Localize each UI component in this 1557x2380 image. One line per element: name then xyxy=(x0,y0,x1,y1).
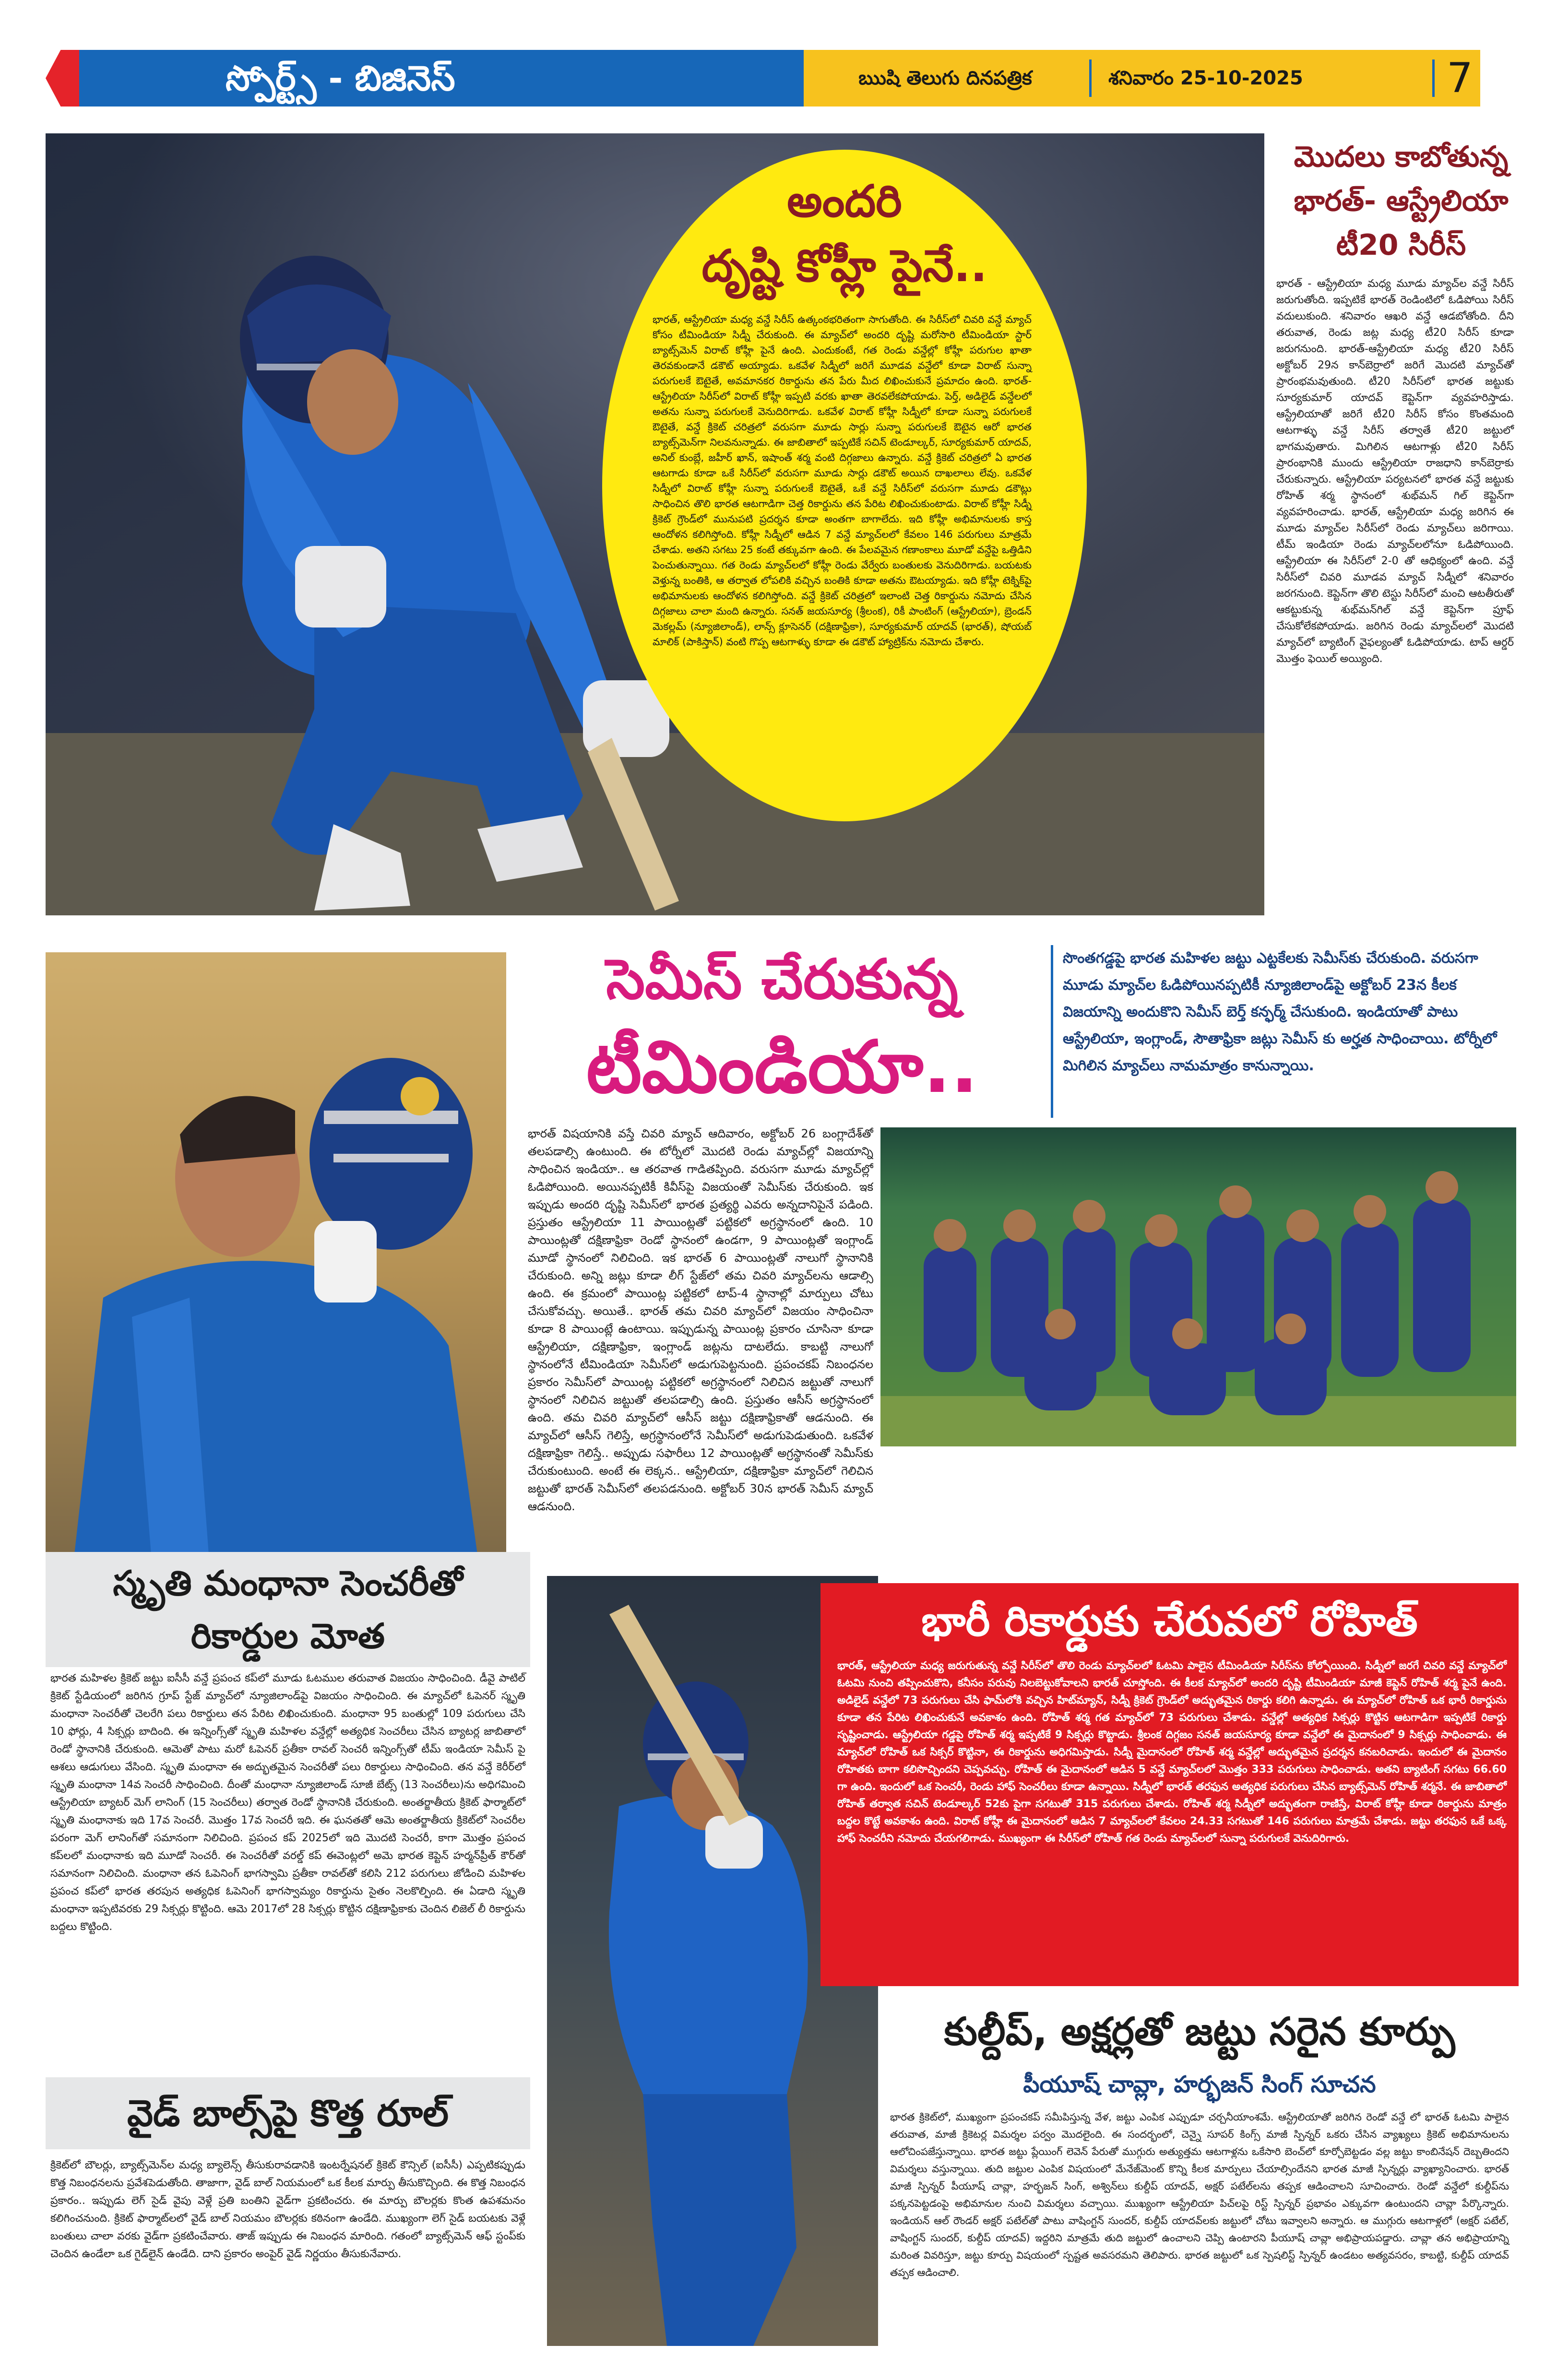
rohit-body: భారత్, ఆస్ట్రేలియా మధ్య జరుగుతున్న వన్డే సిరీస్‌లో తొలి రెండు మ్యాచ్‌లలో ఓటమి పాలైన టీమిండియా సిరీస్‌ను కోల్పోయింది. సిడ్నీలో జరగే చివరి వన్డే మ్యాచ్‌లో ఓటమి నుంచి తప్పించుకొని, కనీసం పరువు నిలబెట్టుకోవాలని భారత్ చూస్తోంది. ఈ కీలక మ్యాచ్‌లో అందరి దృష్టి టీమిండియా మాజీ కెప్టెన్ రోహిత్ శర్మ పైనే ఉంది. అడిలైడ్ వన్డేలో 73 పరుగులు చేసి ఫామ్‌లోకి వచ్చిన హిట్‌మ్యాన్, సిడ్నీ క్రికెట్ గ్రౌండ్‌లో అద్భుతమైన రికార్డు కలిగి ఉన్నాడు. ఈ మ్యాచ్‌లో రోహిత్ ఒక భారీ రికార్డును కూడా తన పేరిట లిఖించుకునే అవకాశం ఉంది. రోహిత్ శర్మ గత మ్యాచ్‌లో 73 పరుగులు చేశాడు. వన్డేల్లో అత్యధిక సిక్సర్లు కొట్టిన ఆటగాడిగా ఇప్పటికే రికార్డు సృష్టించాడు. ఆస్ట్రేలియా గడ్డపై రోహిత్ శర్మ ఇప్పటికే 9 సిక్సర్లు కొట్టాడు. శ్రీలంక దిగ్గజం సనత్ జయసూర్య కూడా వన్డేలో ఈ మైదానంలో 9 సిక్సర్లు సాధించాడు. ఈ మ్యాచ్‌లో రోహిత్ ఒక సిక్సర్ కొట్టినా, ఈ రికార్డును అధిగమిస్తాడు. సిడ్నీ మైదానంలో రోహిత్ శర్మ వన్డేల్లో అద్భుతమైన ప్రదర్శన కనబరిచాడు. ఇందులో ఈ మైదానం రోహితకు బాగా కలిసొచ్చిందని చెప్పవచ్చు. రోహిత్ ఈ మైదానంలో ఆడిన 5 వన్డే మ్యాచ్‌లలో మొత్తం 333 పరుగులు సాధించాడు. అతని బ్యాటింగ్ సగటు 66.60 గా ఉంది. ఇందులో ఒక సెంచరీ, రెండు హాఫ్ సెంచరీలు కూడా ఉన్నాయి. సిడ్నీలో భారత్ తరఫున అత్యధిక పరుగులు చేసిన బ్యాట్స్‌మెన్ రోహిత్ శర్మనే. ఈ జాబితాలో రోహిత్ తర్వాత సచిన్ టెండూల్కర్ 52కు పైగా సగటుతో 315 పరుగులు చేశాడు. రోహిత్ శర్మ సిడ్నీలో అద్భుతంగా రాణిస్తే, విరాట్ కోహ్లీ కూడా రికార్డును మాత్రం బద్దల కొట్టే అవకాశం ఉంది. విరాట్ కోహ్లీ ఈ మైదానంలో ఆడిన 7 మ్యాచ్‌లలో కేవలం 24.33 సగటుతో 146 పరుగులు మాత్రమే చేశాడు. జట్టు తరఫున ఒకే ఒక్క హాఫ్ సెంచరీని నమోదు చేయగలిగాడు. ముఖ్యంగా ఈ సిరీస్‌లో రోహిత్ గత రెండు మ్యాచ్‌లలో సున్నా పరుగులకే వెనుదిరిగారు. xyxy=(837,1660,1507,1845)
kohli-headline-line2: దృష్టి కోహ్లీ పైనే.. xyxy=(701,240,987,292)
wide-ball-headline: వైడ్ బాల్స్‌పై కొత్త రూల్ xyxy=(127,2092,449,2134)
t20-headline-line1: మొదలు కాబోతున్న xyxy=(1294,140,1509,174)
issue-date: శనివారం 25-10-2025 xyxy=(1108,67,1303,89)
smriti-photo xyxy=(46,952,506,1554)
semis-deck: సొంతగడ్డపై భారత మహిళల జట్టు ఎట్టకేలకు సెమీస్‌కు చేరుకుంది. వరుసగా మూడు మ్యాచ్‌ల ఓడిపోయినప్పటికీ న్యూజిలాండ్‌పై అక్టోబర్ 23న కీలక విజయాన్ని అందుకొని సెమీస్ బెర్త్ కన్ఫర్మ్ చేసుకుంది. ఇండియాతో పాటు ఆస్ట్రేలియా, ఇంగ్లాండ్, సౌతాఫ్రికా జట్లు సెమీస్ కు అర్హత సాధించాయి. టోర్నీలో మిగిలిన మ్యాచ్‌లు నామమాత్రం కానున్నాయి. xyxy=(1063,950,1497,1074)
kohli-body: భారత్, ఆస్ట్రేలియా మధ్య వన్డే సిరీస్ ఉత్కంఠభరితంగా సాగుతోంది. ఈ సిరీస్‌లో చివరి వన్డే మ్యాచ్ కోసం టీమిండియా సిడ్నీ చేరుకుంది. ఈ మ్యాచ్‌లో అందరి దృష్టి మరోసారి టీమిండియా స్టార్ బ్యాట్స్‌మెన్ విరాట్ కోహ్లీ పైనే ఉంది. ఎందుకంటే, గత రెండు వన్డేల్లో కోహ్లీ పరుగుల ఖాతా తెరవకుండానే డకౌట్ అయ్యాడు. ఒకవేళ సిడ్నీలో జరిగే మూడవ వన్డేలో కూడా విరాట్ సున్నా పరుగులకే ఔటైతే, అవమానకర రికార్డును తన పేరు మీద లిఖించుకునే ప్రమాదం ఉంది. భారత్-ఆస్ట్రేలియా సిరీస్‌లో విరాట్ కోహ్లీ ఇప్పటి వరకు ఖాతా తెరవలేకపోయాడు. పెర్త్, అడిలైడ్ వన్డేలలో అతను సున్నా పరుగులకే వెనుదిరిగాడు. ఒకవేళ విరాట్ కోహ్లీ సిడ్నీలో కూడా సున్నా పరుగులకే ఔటైతే, వన్డే క్రికెట్ చరిత్రలో వరుసగా మూడు సార్లు సున్నా పరుగులకే ఔటైన ఆరో భారత బ్యాట్స్‌మెన్‌గా నిలవనున్నాడు. ఈ జాబితాలో ఇప్పటికే సచిన్ టెండూల్కర్, సూర్యకుమార్ యాదవ్, అనిల్ కుంబ్లే, జహీర్ ఖాన్, ఇషాంత్ శర్మ వంటి దిగ్గజాలు ఉన్నారు. వన్డే క్రికెట్ చరిత్రలో ఏ భారత ఆటగాడు కూడా ఒకే సిరీస్‌లో వరుసగా మూడు సార్లు డకౌట్ అయిన దాఖలాలు లేవు. ఒకవేళ సిడ్నీలో విరాట్ కోహ్లీ సున్నా పరుగులకే ఔటైతే, ఒకే వన్డే సిరీస్‌లో వరుసగా మూడు డకౌట్లు సాధించిన తొలి భారత ఆటగాడిగా చెత్త రికార్డును తన పేరిట లిఖించుకుంటాడు. విరాట్ కోహ్లీ సిడ్నీ క్రికెట్ గ్రౌండ్‌లో మునుపటి ప్రదర్శన కూడా అంతగా బాగాలేదు. ఇది కోహ్లీ అభిమానులకు కాస్త ఆందోళన కలిగిస్తోంది. కోహ్లీ సిడ్నీలో ఆడిన 7 వన్డే మ్యాచ్‌లలో కేవలం 146 పరుగులు మాత్రమే చేశాడు. అతని సగటు 25 కంటే తక్కువగా ఉంది. ఈ పేలవమైన గణాంకాలు మూడో వన్డేపై ఒత్తిడిని పెంచుతున్నాయి. గత రెండు మ్యాచ్‌లలో కోహ్లీ రెండు వేర్వేరు బంతులకు వెనుదిరిగాడు. బయటకు వెళ్తున్న బంతికి, ఆ తర్వాత లోపలికి వచ్చిన బంతికి కూడా అతను ఔటయ్యాడు. ఇది కోహ్లీ టెక్నిక్‌పై అభిమానులకు ఆందోళన కలిగిస్తోంది. వన్డే క్రికెట్ చరిత్రలో ఇలాంటి చెత్త రికార్డును నమోదు చేసిన దిగ్గజాలు చాలా మంది ఉన్నారు. సనత్ జయసూర్య (శ్రీలంక), రికీ పాంటింగ్ (ఆస్ట్రేలియా), బ్రెండన్ మెకల్లమ్ (న్యూజిలాండ్), లాన్స్ క్లూసెనర్ (దక్షిణాఫ్రికా), సూర్యకుమార్ యాదవ్ (భారత్), షోయబ్ మాలిక్ (పాకిస్తాన్) వంటి గొప్ప ఆటగాళ్ళు కూడా ఈ డకౌట్ హ్యాట్రిక్‌ను నమోదు చేశారు. xyxy=(653,314,1032,648)
smriti-headline-line2: రికార్డుల మోత xyxy=(190,1616,385,1656)
kohli-headline-line1: అందరి xyxy=(787,176,902,227)
page-number: 7 xyxy=(1447,54,1473,102)
semis-headline-line2: టీమిండియా.. xyxy=(586,1026,978,1109)
kuldeep-subhead: పీయూష్ చావ్లా, హర్భజన్ సింగ్ సూచన xyxy=(1023,2071,1376,2098)
section-title: స్పోర్ట్స్ - బిజినెస్ xyxy=(226,58,455,98)
semis-headline-line1: సెమీస్ చేరుకున్న xyxy=(606,947,958,1012)
team-huddle-photo xyxy=(880,1127,1516,1446)
semis-body: భారత్ విషయానికి వస్తే చివరి మ్యాచ్ ఆదివారం, అక్టోబర్ 26 బంగ్లాదేశ్‌తో తలపడాల్సి ఉంటుంది. ఈ టోర్నీలో మొదటి రెండు మ్యాచ్‌ల్లో విజయాన్ని సాధించిన ఇండియా.. ఆ తరవాత గాడితప్పింది. వరుసగా మూడు మ్యాచ్‌ల్లో ఓడిపోయింది. అయినప్పటికీ కివీస్‌పై విజయంతో సెమీస్‌కు చేరుకుంది. ఇక ఇప్పుడు అందరి దృష్టి సెమీస్‌లో భారత ప్రత్యర్థి ఎవరు అన్నదానిపైనే పడింది. ప్రస్తుతం ఆస్ట్రేలియా 11 పాయింట్లతో పట్టికలో అగ్రస్థానంలో ఉంది. 10 పాయింట్లతో దక్షిణాఫ్రికా రెండో స్థానంలో ఉండగా, 9 పాయింట్లతో ఇంగ్లాండ్ మూడో స్థానంలో నిలిచింది. ఇక భారత్ 6 పాయింట్లతో నాలుగో స్థానానికి చేరుకుంది. అన్ని జట్లు కూడా లీగ్ స్టేజ్‌లో తమ చివరి మ్యాచ్‌లను ఆడాల్సి ఉంది. ఈ క్రమంలో పాయింట్ల పట్టికలో టాప్-4 స్థానాల్లో మార్పులు చోటు చేసుకోవచ్చు. అయితే.. భారత్ తమ చివరి మ్యాచ్‌లో విజయం సాధించినా కూడా 8 పాయింట్లే ఉంటాయి. ఇప్పుడున్న పాయింట్ల ప్రకారం చూసినా కూడా ఆస్ట్రేలియా, దక్షిణాఫ్రికా, ఇంగ్లాండ్ జట్లను దాటలేదు. కాబట్టి నాలుగో స్థానంలోనే టీమిండియా సెమీస్‌లో అడుగుపెట్టనుంది. ప్రపంచకప్ నిబంధనల ప్రకారం సెమీస్‌లో పాయింట్ల పట్టికలో అగ్రస్థానంలో నిలిచిన జట్టుతో నాలుగో స్థానంలో నిలిచిన జట్టుతో తలపడాల్సి ఉంది. ప్రస్తుతం ఆసీస్ అగ్రస్థానంలో ఉంది. తమ చివరి మ్యాచ్‌లో ఆసీస్ జట్టు దక్షిణాఫ్రికాతో ఆడనుంది. ఈ మ్యాచ్‌లో ఆసీస్ గెలిస్తే, అగ్రస్థానంలోనే సెమీస్‌లో అడుగుపెడుతుంది. ఒకవేళ దక్షిణాఫ్రికా గెలిస్తే.. అప్పుడు సఫారీలు 12 పాయింట్లతో అగ్రస్థానంతో సెమీస్‌కు చేరుకుంటుంది. అంటే ఈ లెక్కన.. ఆస్ట్రేలియా, దక్షిణాఫ్రికా మ్యాచ్‌లో గెలిచిన జట్టుతో భారత్ సెమీస్‌లో తలపడనుంది. అక్టోబర్ 30న భారత్ సెమీస్ మ్యాచ్ ఆడనుంది. xyxy=(528,1127,873,1513)
smriti-body: భారత మహిళల క్రికెట్ జట్టు ఐసీసీ వన్డే ప్రపంచ కప్‌లో మూడు ఓటముల తరువాత విజయం సాధించింది. డీవై పాటిల్ క్రికెట్ స్టేడియంలో జరిగిన గ్రూప్ స్టేజ్ మ్యాచ్‌లో న్యూజిలాండ్‌పై విజయం సాధించింది. ఈ మ్యాచ్‌లో ఓపెనర్ స్మృతి మంధానా సెంచరీతో చెలరేగి పలు రికార్డులు తన పేరిట లిఖించుకుంది. మంధానా 95 బంతుల్లో 109 పరుగులు చేసి 10 ఫోర్లు, 4 సిక్సర్లు బాదింది. ఈ ఇన్నింగ్స్‌తో స్మృతి మహిళల వన్డేల్లో అత్యధిక సెంచరీలు చేసిన బ్యాటర్ల జాబితాలో రెండో స్థానానికి చేరుకుంది. ఆమెతో పాటు మరో ఓపెనర్ ప్రతీకా రావల్ సెంచరీ ఇన్నింగ్స్‌తో టీమ్ ఇండియా సెమీస్ పై ఆశలు ఆడుగులు వేసింది. స్మృతి మంధానా ఈ అద్భుతమైన సెంచరీతో పలు రికార్డులు సాధించింది. తన వన్డే కెరీర్‌లో స్మృతి మంధానా 14వ సెంచరీ సాధించింది. దీంతో మంధానా న్యూజిలాండ్ సూజీ బేట్స్ (13 సెంచరీలు)ను అధిగమించి ఆస్ట్రేలియా బ్యాటర్ మెగ్ లానింగ్ (15 సెంచరీలు) తర్వాత రెండో స్థానానికి చేరుకుంది. అంతర్జాతీయ క్రికెట్ ఫార్మాట్‌లో స్మృతి మంధానాకు ఇది 17వ సెంచరీ. మొత్తం 17వ సెంచరీ ఇది. ఈ ఘనతతో ఆమె అంతర్జాతీయ క్రికెట్‌లో సెంచరీల పరంగా మెగ్ లానింగ్‌తో సమానంగా నిలిచింది. ప్రపంచ కప్ 2025లో ఇది మొదటి సెంచరీ, కాగా మొత్తం ప్రపంచ కప్‌లలో మంధానాకు ఇది మూడో సెంచరీ. ఈ సెంచరీతో వరల్డ్ కప్ ఈవెంట్లలో అమె భారత కెప్టెన్ హర్మన్‌ప్రీత్ కౌర్‌తో సమానంగా నిలిచింది. మంధానా తన ఓపెనింగ్ భాగస్వామి ప్రతీకా రావల్‌తో కలిసి 212 పరుగులు జోడించి మహిళల ప్రపంచ కప్‌లో భారత తరపున అత్యధిక ఓపెనింగ్ భాగస్వామ్యం రికార్డును సైతం నెలకొల్పింది. ఈ ఏడాది స్మృతి మంధానా ఇప్పటివరకు 29 సిక్సర్లు కొట్టింది. ఆమె 2017లో 28 సిక్సర్లు కొట్టిన దక్షిణాఫ్రికాకు చెందిన లిజెల్ లీ రికార్డును బద్దలు కొట్టింది. xyxy=(50,1672,525,1933)
masthead xyxy=(0,46,1557,111)
smriti-headline-line1: స్మృతి మంధానా సెంచరీతో xyxy=(113,1563,463,1603)
masthead-divider xyxy=(1089,59,1092,97)
masthead-red-arrow xyxy=(46,50,79,107)
kuldeep-body: భారత క్రికెట్‌లో, ముఖ్యంగా ప్రపంచకప్ సమీపిస్తున్న వేళ, జట్టు ఎంపిక ఎప్పుడూ చర్చనీయాంశమే. ఆస్ట్రేలియాతో జరిగిన రెండో వన్డే లో భారత్ ఓటమి పాలైన తరువాత, మాజీ క్రికెటర్ల విమర్శల పర్వం మొదలైంది. ఈ సందర్భంలో, చెన్నై సూపర్ కింగ్స్ మాజీ స్పిన్నర్ ఒకరు చేసిన వ్యాఖ్యలు క్రికెట్ అభిమానులను ఆలోచింపజేస్తున్నాయి. భారత జట్టు ప్లేయింగ్ లెవెన్‌ పేరుతో ముగ్గురు అత్యుత్తమ ఆటగాళ్లను ఒకేసారి బెంచ్‌లో కూర్చోబెట్టడం వల్ల జట్టు కాంబినేషన్ దెబ్బతిందని విమర్శలు వస్తున్నాయి. తుది జట్టుల ఎంపిక విషయంలో మేనేజ్‌మెంట్ కొన్ని కీలక మార్పులు చేయాల్సిందేనని భారత మాజీ స్పిన్నర్లు వ్యాఖ్యానించారు. భారత్ మాజీ స్పిన్నర్ పీయూష్ చావ్లా, హర్భజన్ సింగ్, అశ్విన్‌లు కుల్దీప్ యాదవ్, అక్షర్ పటేల్‌లను తప్పక ఆడించాలని సూచించారు. రెండో వన్డేలో కుల్దీప్‌ను పక్కనపెట్టడంపై అభిమానుల నుంచి విమర్శలు వచ్చాయి. ముఖ్యంగా ఆస్ట్రేలియా పిచ్‌లపై రిస్ట్ స్పిన్నర్ ప్రభావం ఎక్కువగా ఉంటుందని చావ్లా పేర్కొన్నారు. ఇండియన్ ఆల్ రౌండర్ అక్షర్ పటేల్‌తో పాటు వాషింగ్టన్ సుందర్, కుల్దీప్ యాదవ్‌లకు జట్టులో చోటు ఇవ్వాలని అన్నారు. ఆ ముగ్గురు ఆటగాళ్లలో (అక్షర్ పటేల్, వాషింగ్టన్ సుందర్, కుల్దీప్ యాదవ్) ఇద్దరిని మాత్రమే తుది జట్టులో ఉంచాలని చెప్పి ఉంటారని పీయూష్ చావ్లా అభిప్రాయపడ్డారు. చావ్లా తన అభిప్రాయాన్ని మరింత వివరిస్తూ, జట్టు కూర్పు విషయంలో స్పష్టత అవసరమని తెలిపారు. భారత జట్టులో ఒక స్పెషలిస్ట్ స్పిన్నర్ ఉండటం అత్యవసరం, కాబట్టి, కుల్దీప్ యాదవ్ తప్పక ఆడించాలి. xyxy=(890,2111,1509,2278)
kuldeep-headline: కుల్దీప్, అక్షర్లతో జట్టు సరైన కూర్పు xyxy=(944,2009,1455,2054)
t20-headline-line3: టీ20 సిరీస్ xyxy=(1336,228,1466,262)
rohit-headline: భారీ రికార్డుకు చేరువలో రోహిత్ xyxy=(921,1598,1418,1646)
wide-ball-body: క్రికెట్‌లో బౌలర్లు, బ్యాట్స్‌మెన్‌ల మధ్య బ్యాలెన్స్ తీసుకురావడానికి ఇంటర్నేషనల్ క్రికెట్ కౌన్సిల్ (ఐసీసీ) ఎప్పటికప్పుడు కొత్త నిబంధనలను ప్రవేశపెడుతోంది. తాజాగా, వైడ్ బాల్ నియమంలో ఒక కీలక మార్పు తీసుకొచ్చింది. ఈ కొత్త నిబంధన ప్రకారం.. ఇప్పుడు లెగ్ సైడ్ వైపు వెళ్లే ప్రతి బంతిని వైడ్‌గా ప్రకటించరు. ఈ మార్పు బౌలర్లకు కొంత ఉపశమనం కలిగించనుంది. క్రికెట్ ఫార్మాట్‌లలో వైడ్ బాల్ నియమం బౌలర్లకు కఠినంగా ఉండేది. ముఖ్యంగా లెగ్ సైడ్ బయటకు వెళ్లే బంతులు చాలా వరకు వైడ్‌గా ప్రకటించేవారు. తాజ్ ఇప్పుడు ఈ నిబంధన మారింది. గతంలో బ్యాట్స్‌మెన్ ఆఫ్ స్టంప్‌కు చెందిన ఉండేలా ఒక గైడ్‌లైన్ ఉండేది. దాని ప్రకారం అంపైర్ వైడ్ నిర్ణయం తీసుకునేవారు. xyxy=(50,2159,525,2260)
t20-body: భారత్ - ఆస్ట్రేలియా మధ్య మూడు మ్యాచ్‌ల వన్డే సిరీస్ జరుగుతోంది. ఇప్పటికే భారత్ రెండింటిలో ఓడిపోయి సిరీస్ వదులుకుంది. శనివారం ఆఖరి వన్డే ఆడబోతోంది. దీని తరువాత, రెండు జట్ల మధ్య టీ20 సిరీస్ కూడా జరుగనుంది. భారత్-ఆస్ట్రేలియా మధ్య టీ20 సిరీస్ అక్టోబర్ 29న కాన్‌బెర్రాలో జరిగే మొదటి మ్యాచ్‌తో ప్రారంభమవుతుంది. టీ20 సిరీస్‌లో భారత జట్టుకు సూర్యకుమార్ యాదవ్ కెప్టెన్‌గా వ్యవహరిస్తాడు. ఆస్ట్రేలియాతో జరిగే టీ20 సిరీస్ కోసం కొంతమంది ఆటగాళ్ళు వన్డే సిరీస్ తర్వాతే టీ20 జట్టులో భాగమవుతారు. మిగిలిన ఆటగాళ్లు టీ20 సిరీస్ ప్రారంభానికి ముందు ఆస్ట్రేలియా రాజధాని కాన్‌బెర్రాకు చేరుకున్నారు. ఆస్ట్రేలియా పర్యటనలో భారత వన్డే జట్టుకు రోహిత్ శర్మ స్థానంలో శుభ్‌మన్ గిల్ కెప్టెన్‌గా వ్యవహరించాడు. భారత్, ఆస్ట్రేలియా మధ్య జరిగిన ఈ మూడు మ్యాచ్‌ల సిరీస్‌లో రెండు మ్యాచ్‌లు జరిగాయి. టీమ్ ఇండియా రెండు మ్యాచ్‌లలోనూ ఓడిపోయింది. ఆస్ట్రేలియా ఈ సిరీస్‌లో 2-0 తో ఆధిక్యంలో ఉంది. వన్డే సిరీస్‌లో చివరి మూడవ మ్యాచ్ సిడ్నీలో శనివారం జరగనుంది. కెప్టెన్‌గా తొలి టెస్టు సిరీస్‌లో మంచి ఆటతీరుతో ఆకట్టుకున్న శుభ్‌మన్‌గిల్ వన్డే కెప్టెన్‌గా ప్రూఫ్ చేసుకోలేకపోయాడు. జరిగిన రెండు మ్యాచ్‌లలో మొదటి మ్యాచ్‌లో బ్యాటింగ్ వైఫల్యంతో ఓడిపోయాడు. టాప్ ఆర్డర్ మొత్తం ఫెయిల్ అయ్యింది. xyxy=(1276,278,1514,665)
semis-body-mask xyxy=(880,1125,1516,1127)
t20-headline-line2: భారత్- ఆస్ట్రేలియా xyxy=(1294,184,1509,218)
semis-deck-rule xyxy=(1051,945,1053,1118)
paper-name: ఋషి తెలుగు దినపత్రిక xyxy=(858,67,1032,89)
masthead-divider xyxy=(1432,59,1435,97)
